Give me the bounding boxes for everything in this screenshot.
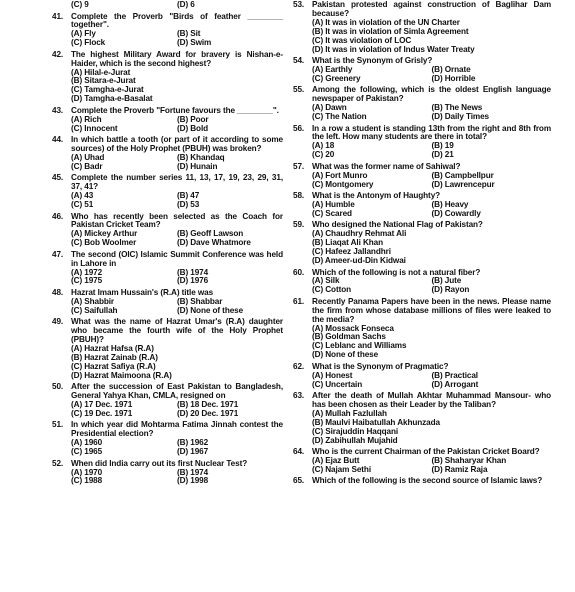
answer-options <box>293 201 551 219</box>
answer-option: (B) Sitara-e-Jurat <box>71 76 136 86</box>
question-number: 45. <box>52 173 64 183</box>
question-text: In which battle a tooth (or part of it according to some sources) of the Holy Prophet (PBUH) was broken? <box>71 135 283 153</box>
answer-options <box>293 230 551 266</box>
answer-option: (D) Horrible <box>431 73 476 83</box>
answer-options <box>293 372 551 390</box>
answer-option: (A) Ejaz Butt <box>312 456 360 466</box>
answer-options <box>52 269 283 287</box>
answer-option: (D) Hazrat Maimoona (R.A) <box>71 370 172 380</box>
answer-option: (B) Shabbar <box>177 296 223 306</box>
answer-option: (D) Arrogant <box>431 379 479 389</box>
question-text: After the death of Mullah Akhtar Muhammad Mansour- who has been chosen as their Leader by the Taliban? <box>312 391 551 409</box>
answer-option: (B) Campbellpur <box>431 170 494 180</box>
question-item <box>52 251 283 287</box>
answer-options <box>293 66 551 84</box>
question-item <box>52 136 283 172</box>
answer-option: (D) Zabihullah Mujahid <box>312 435 398 445</box>
question-text: Who has recently been selected as the Coach for Pakistan Cricket Team? <box>71 211 283 230</box>
answer-option: (B) 18 Dec. 1971 <box>177 400 239 409</box>
question-item <box>52 213 283 249</box>
answer-option: (D) Dave Whatmore <box>177 238 251 248</box>
answer-option: (C) 20 <box>312 150 335 160</box>
question-item <box>293 363 551 390</box>
question-text: In which year did Mohtarma Fatima Jinnah contest the Presidential election? <box>71 420 283 439</box>
question-line <box>293 86 551 104</box>
question-item <box>52 107 283 134</box>
question-item <box>293 57 551 84</box>
question-text: Who is the current Chairman of the Pakistan Cricket Board? <box>312 447 540 457</box>
answer-option: (B) 1974 <box>177 267 209 277</box>
answer-option: (A) Dawn <box>312 103 347 113</box>
answer-options <box>52 1 283 10</box>
answer-option: (B) 1962 <box>177 438 209 448</box>
question-number: 59. <box>293 220 305 230</box>
answer-option: (D) 1967 <box>177 447 209 457</box>
answer-option: (D) 1998 <box>177 476 209 486</box>
question-number: 46. <box>52 211 64 221</box>
question-text: When did India carry out its first Nuclear Test? <box>71 458 248 468</box>
question-text: What is the Antonym of Haughty? <box>312 191 441 201</box>
answer-option: (C) Hazrat Safiya (R.A) <box>71 361 156 371</box>
answer-option: (A) Silk <box>312 276 340 286</box>
question-number: 43. <box>52 105 64 115</box>
answer-option: (D) 1976 <box>177 276 209 286</box>
question-line <box>52 13 283 31</box>
left-column <box>52 1 283 489</box>
answer-option: (B) Liaqat Ali Khan <box>312 238 384 248</box>
answer-option: (A) Hilal-e-Jurat <box>71 67 131 77</box>
answer-option: (D) Swim <box>177 38 212 48</box>
answer-option: (C) 51 <box>71 200 94 209</box>
answer-options <box>52 116 283 134</box>
answer-option: (D) Hunain <box>177 161 218 171</box>
answer-option: (B) Heavy <box>431 200 469 209</box>
question-item <box>293 298 551 360</box>
question-number: 52. <box>52 458 64 468</box>
question-number: 57. <box>293 161 305 171</box>
answer-option: (C) Sirajuddin Haqqani <box>312 426 399 436</box>
answer-option: (D) 20 Dec. 1971 <box>177 408 239 418</box>
answer-option: (B) 47 <box>177 191 200 201</box>
question-number: 64. <box>293 447 305 457</box>
question-text: Complete the Proverb "Birds of feather ________ together". <box>71 11 283 30</box>
question-item <box>293 221 551 266</box>
question-number: 58. <box>293 191 305 201</box>
answer-option: (C) 19 Dec. 1971 <box>71 408 133 418</box>
question-text: Which of the following is the second source of Islamic laws? <box>312 476 543 486</box>
question-item <box>293 477 551 486</box>
question-number: 53. <box>293 0 305 9</box>
question-text: Recently Panama Papers have been in the news. Please name the firm from whose database millions of files were leaked to the media? <box>312 296 551 324</box>
question-number: 63. <box>293 391 305 401</box>
answer-options <box>293 142 551 160</box>
answer-option: (D) It was in violation of Indus Water Treaty <box>312 44 475 54</box>
question-text: In a row a student is standing 13th from the right and 8th from the left. How many students are there in total? <box>312 123 551 142</box>
question-text: What is the Synonym of Grisly? <box>312 56 433 66</box>
answer-options <box>52 469 283 487</box>
question-item <box>293 392 551 445</box>
answer-option: (B) 1974 <box>177 467 209 477</box>
answer-options <box>52 439 283 457</box>
question-number: 61. <box>293 296 305 306</box>
answer-options <box>52 192 283 210</box>
answer-option: (D) Cowardly <box>431 208 481 218</box>
question-line <box>52 174 283 192</box>
answer-option: (C) 1988 <box>71 476 103 486</box>
question-number: 54. <box>293 56 305 66</box>
question-item <box>52 13 283 49</box>
answer-option: (A) Mullah Fazlullah <box>312 408 387 418</box>
answer-option: (C) Tamgha-e-Jurat <box>71 85 144 95</box>
answer-option: (A) 1970 <box>71 467 103 477</box>
answer-option: (A) Humble <box>312 200 355 209</box>
question-number: 44. <box>52 135 64 145</box>
answer-option: (D) 53 <box>177 200 200 209</box>
answer-options <box>293 277 551 295</box>
answer-option: (B) 19 <box>431 141 454 151</box>
question-number: 42. <box>52 49 64 59</box>
answer-option: (D) Tamgha-e-Basalat <box>71 94 153 104</box>
answer-options <box>293 19 551 55</box>
answer-option: (A) 17 Dec. 1971 <box>71 400 133 409</box>
question-line <box>52 251 283 269</box>
answer-option: (A) Earthly <box>312 64 353 74</box>
answer-option: (B) Ornate <box>431 64 471 74</box>
answer-options <box>52 230 283 248</box>
answer-option: (A) Uhad <box>71 152 105 162</box>
answer-option: (A) Shabbir <box>71 296 115 306</box>
answer-option: (D) None of these <box>312 350 379 360</box>
answer-option: (D) Rayon <box>431 285 470 295</box>
question-item <box>293 86 551 122</box>
answer-option: (C) Najam Sethi <box>312 464 372 474</box>
question-text: Who designed the National Flag of Pakistan? <box>312 220 483 230</box>
answer-option: (C) Badr <box>71 161 103 171</box>
answer-option: (D) 6 <box>177 0 195 9</box>
answer-option: (B) Geoff Lawson <box>177 229 244 239</box>
answer-option: (A) 1960 <box>71 438 103 448</box>
question-item <box>293 192 551 219</box>
question-line <box>293 392 551 410</box>
answer-option: (A) Rich <box>71 114 102 124</box>
question-line <box>52 213 283 231</box>
question-line <box>293 125 551 143</box>
question-text: Complete the number series 11, 13, 17, 19, 23, 29, 31, 37, 41? <box>71 173 283 192</box>
question-number: 47. <box>52 249 64 259</box>
question-item <box>52 318 283 380</box>
question-line <box>293 1 551 19</box>
answer-option: (C) 1975 <box>71 276 103 286</box>
question-item <box>52 51 283 104</box>
answer-option: (A) Mickey Arthur <box>71 229 138 239</box>
answer-option: (D) Bold <box>177 123 209 133</box>
answer-option: (B) Goldman Sachs <box>312 332 386 342</box>
question-text: Complete the Proverb "Fortune favours the ________". <box>71 105 279 115</box>
question-text: Which of the following is not a natural fiber? <box>312 267 481 277</box>
answer-option: (A) 43 <box>71 191 94 201</box>
answer-option: (B) Maulvi Haibatullah Akhunzada <box>312 417 440 427</box>
question-item <box>52 460 283 487</box>
answer-option: (D) Lawrencepur <box>431 179 495 189</box>
question-number: 51. <box>52 420 64 430</box>
answer-options <box>52 401 283 419</box>
answer-option: (D) Daily Times <box>431 112 489 122</box>
answer-options <box>52 298 283 316</box>
question-line <box>293 477 551 486</box>
answer-options <box>293 325 551 361</box>
answer-options <box>293 410 551 446</box>
question-text: The highest Military Award for bravery is Nishan-e-Haider, which is the second highest? <box>71 49 283 68</box>
question-item <box>293 1 551 54</box>
question-number: 65. <box>293 476 305 486</box>
question-number: 50. <box>52 382 64 392</box>
question-item <box>52 289 283 316</box>
answer-option: (D) 21 <box>431 150 454 160</box>
question-text: What was the former name of Sahiwal? <box>312 161 461 171</box>
answer-option: (B) Hazrat Zainab (R.A) <box>71 352 158 362</box>
answer-option: (B) It was in violation of Simla Agreement <box>312 26 469 36</box>
answer-option: (B) Poor <box>177 114 209 124</box>
question-item <box>52 383 283 419</box>
question-item <box>52 421 283 457</box>
right-column <box>293 1 551 489</box>
question-number: 41. <box>52 11 64 21</box>
answer-option: (B) Shaharyar Khan <box>431 456 507 466</box>
answer-option: (A) Fly <box>71 29 96 39</box>
answer-option: (A) 1972 <box>71 267 103 277</box>
question-text: The second (OIC) Islamic Summit Conference was held in Lahore in <box>71 249 283 268</box>
question-number: 56. <box>293 123 305 133</box>
answer-option: (B) Jute <box>431 276 462 286</box>
answer-option: (B) Khandaq <box>177 152 225 162</box>
answer-option: (C) Leblanc and Williams <box>312 341 407 351</box>
answer-option: (B) The News <box>431 103 483 113</box>
answer-option: (C) Hafeez Jallandhri <box>312 247 391 257</box>
answer-options <box>293 172 551 190</box>
answer-option: (C) Greenery <box>312 73 361 83</box>
question-number: 60. <box>293 267 305 277</box>
answer-option: (A) It was in violation of the UN Charter <box>312 17 460 27</box>
answer-option: (C) It was violation of LOC <box>312 35 412 45</box>
answer-option: (D) Ameer-ud-Din Kidwai <box>312 256 406 266</box>
question-line <box>52 383 283 401</box>
question-line <box>52 421 283 439</box>
answer-option: (C) Montgomery <box>312 179 374 189</box>
question-text: Among the following, which is the oldest English language newspaper of Pakistan? <box>312 85 551 104</box>
question-item <box>293 163 551 190</box>
question-text: What was the name of Hazrat Umar's (R.A) daughter who became the fourth wife of the Holy Prophet (PBUH)? <box>71 317 283 345</box>
question-text: After the succession of East Pakistan to Bangladesh, General Yahya Khan, CMLA, resigned on <box>71 382 283 401</box>
answer-option: (C) The Nation <box>312 112 367 122</box>
answer-option: (A) Fort Munro <box>312 170 368 180</box>
answer-option: (C) Uncertain <box>312 379 363 389</box>
question-text: Hazrat Imam Hussain's (R.A) title was <box>71 287 214 297</box>
answer-option: (C) Scared <box>312 208 352 218</box>
answer-option: (B) Sit <box>177 29 201 39</box>
question-text: What is the Synonym of Pragmatic? <box>312 361 449 371</box>
answer-option: (C) 1965 <box>71 447 103 457</box>
question-item <box>293 448 551 475</box>
question-line <box>52 136 283 154</box>
question-line <box>52 318 283 345</box>
answer-options <box>52 30 283 48</box>
answer-option: (C) Bob Woolmer <box>71 238 137 248</box>
question-number: 62. <box>293 361 305 371</box>
question-line <box>52 51 283 69</box>
answer-option: (A) Mossack Fonseca <box>312 323 394 333</box>
answer-option: (C) Innocent <box>71 123 118 133</box>
answer-option: (D) None of these <box>177 305 244 315</box>
answer-option: (B) Practical <box>431 370 478 380</box>
answer-option: (A) Honest <box>312 370 353 380</box>
question-number: 49. <box>52 317 64 327</box>
answer-option: (C) Cotton <box>312 285 352 295</box>
question-item <box>293 269 551 296</box>
question-line <box>293 298 551 325</box>
answer-options <box>293 104 551 122</box>
question-text: Pakistan protested against construction of Baglihar Dam because? <box>312 0 551 18</box>
question-number: 48. <box>52 287 64 297</box>
answer-options <box>293 457 551 475</box>
question-item <box>293 125 551 161</box>
answer-options <box>52 154 283 172</box>
answer-option: (C) 9 <box>71 0 89 9</box>
question-number: 55. <box>293 85 305 95</box>
answer-option: (A) Hazrat Hafsa (R.A) <box>71 343 154 353</box>
answer-option: (C) Saifullah <box>71 305 118 315</box>
question-item <box>52 174 283 210</box>
question-item <box>52 1 283 10</box>
answer-options <box>52 69 283 105</box>
answer-option: (D) Ramiz Raja <box>431 464 488 474</box>
answer-option: (A) 18 <box>312 141 335 151</box>
answer-options <box>52 345 283 381</box>
answer-option: (C) Flock <box>71 38 106 48</box>
answer-option: (A) Chaudhry Rehmat Ali <box>312 229 407 239</box>
